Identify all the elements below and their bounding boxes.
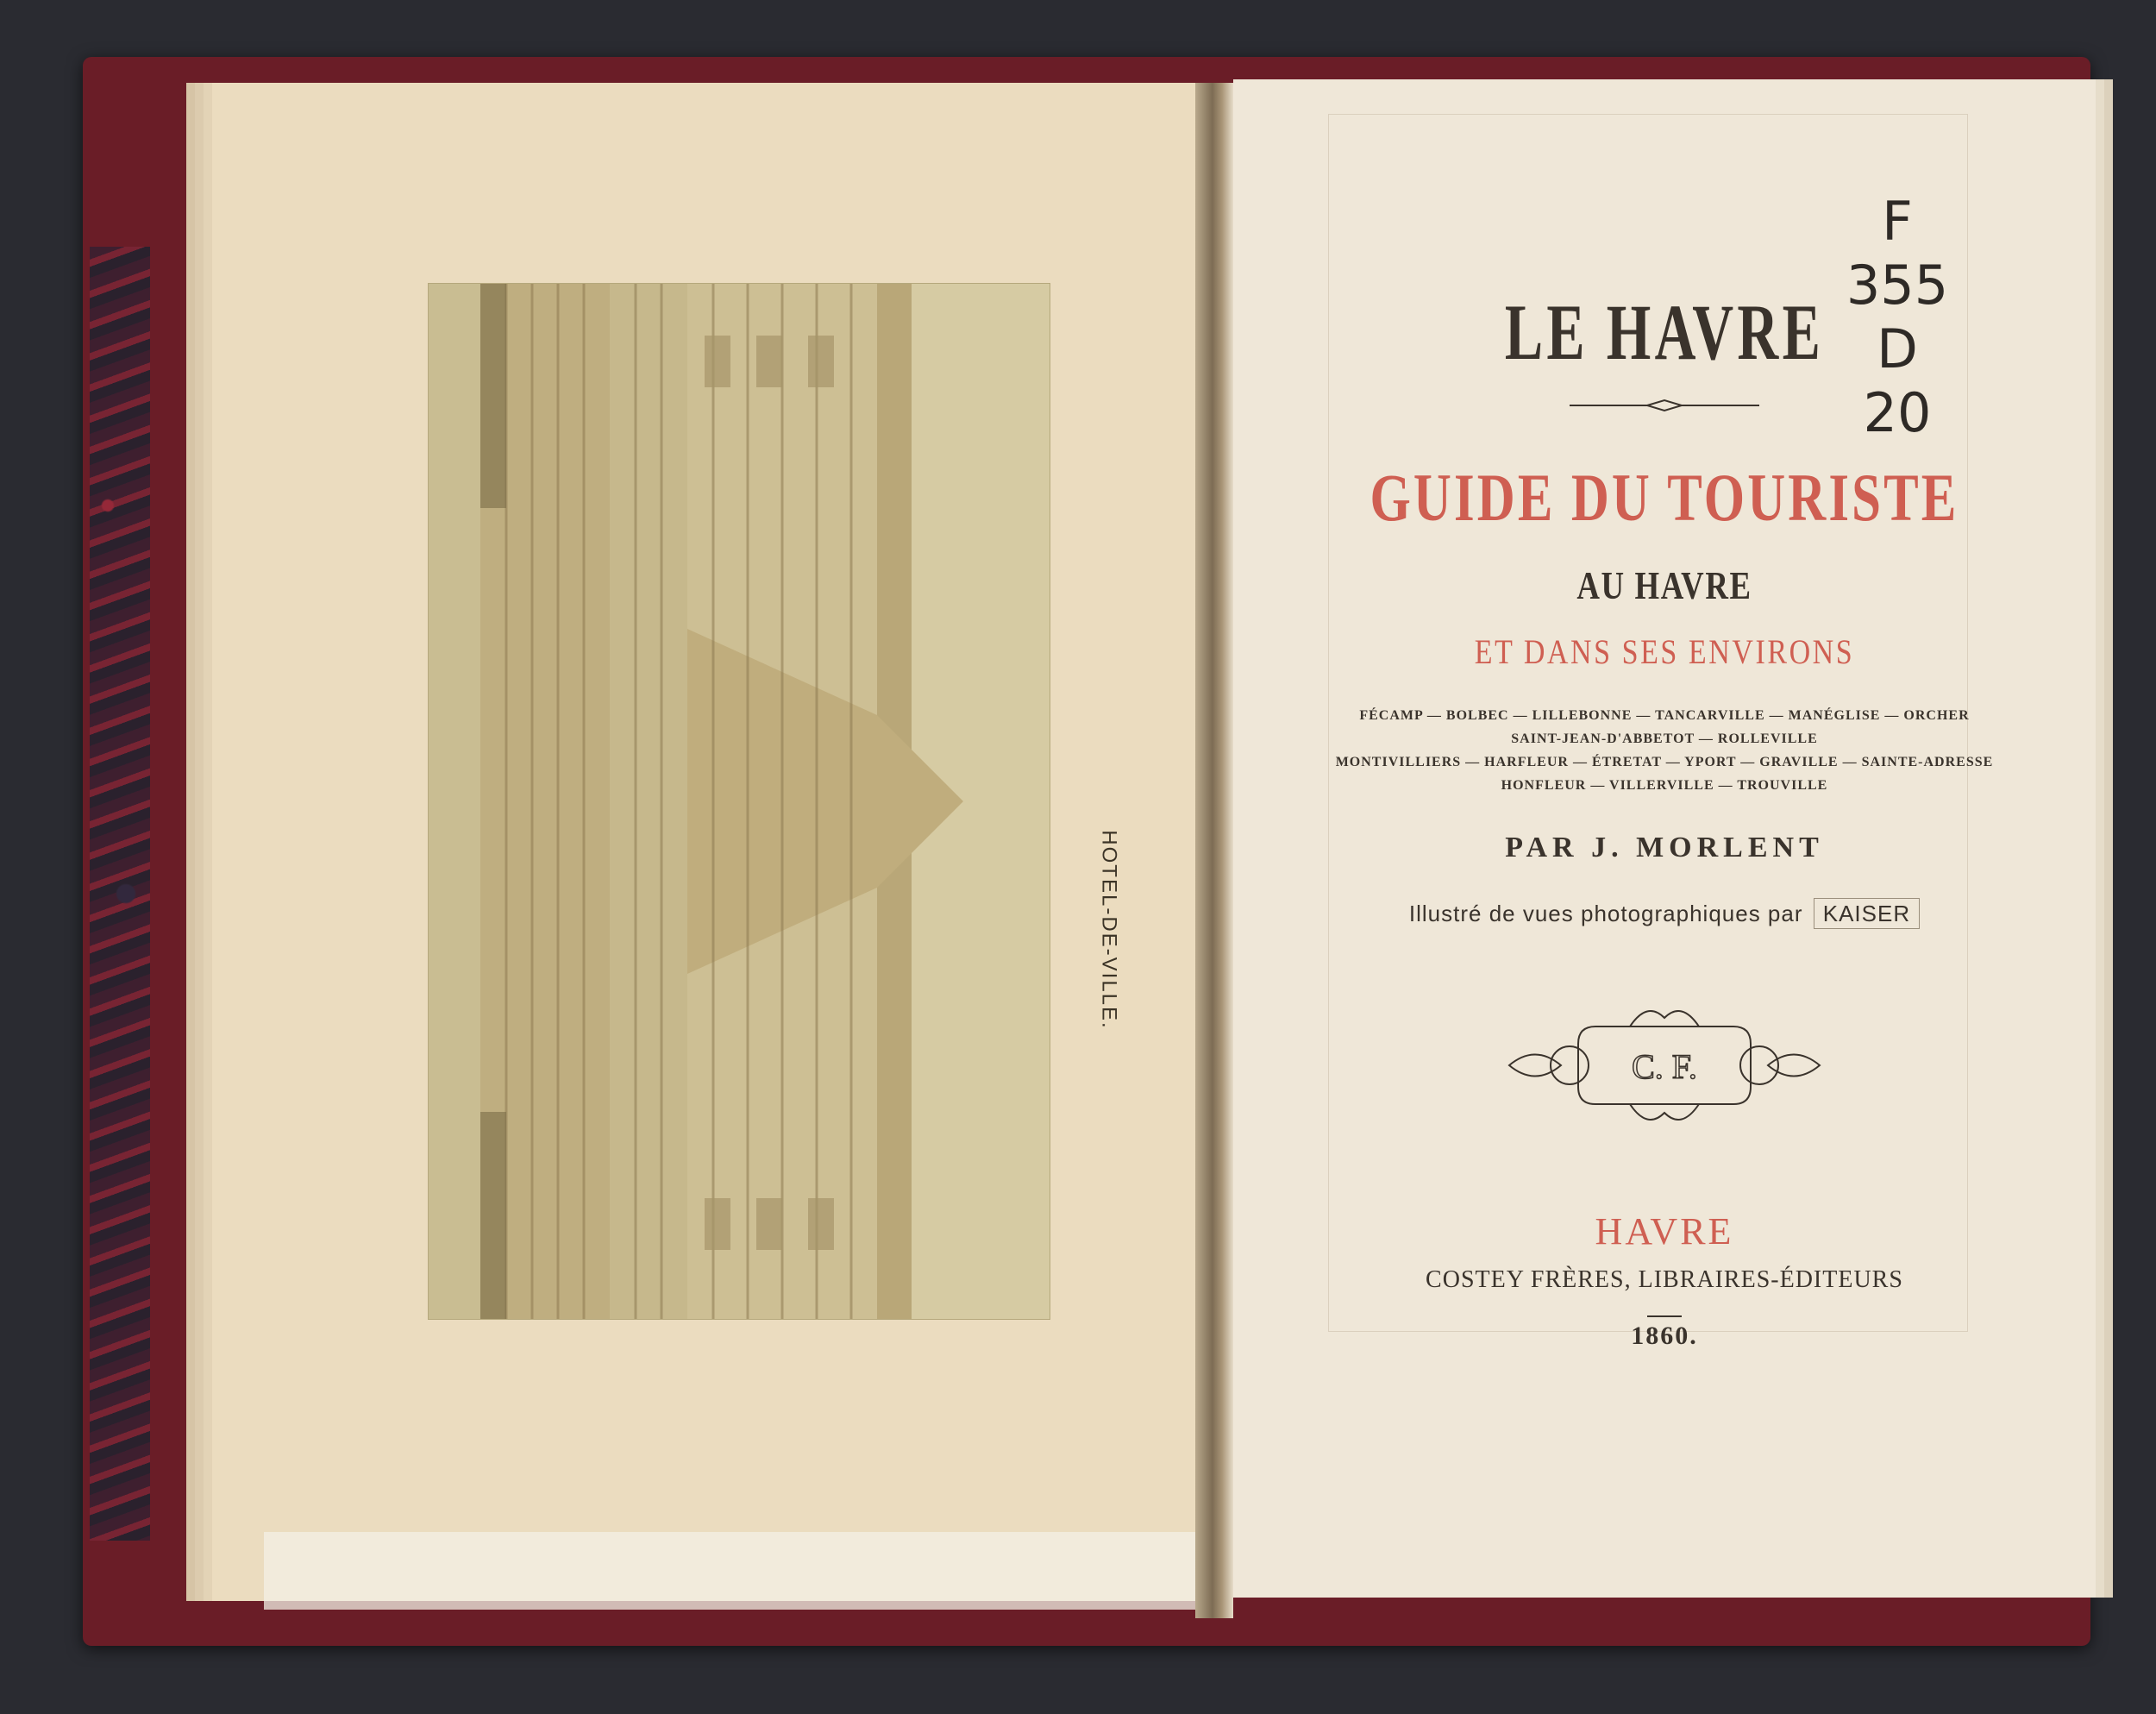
imprint-publisher: COSTEY FRÈRES, LIBRAIRES-ÉDITEURS <box>1426 1266 1903 1293</box>
hotel-de-ville-photograph <box>428 283 1050 1320</box>
shelfmark-line: F <box>1882 190 1913 253</box>
monogram-cartouche <box>1233 992 2096 1143</box>
marbled-endpaper <box>90 247 150 1541</box>
book-cover <box>83 57 2090 1646</box>
imprint-year: 1860. <box>1631 1322 1698 1350</box>
paper-strip <box>264 1532 1204 1610</box>
title-page <box>1233 79 2096 1598</box>
book-gutter <box>1195 83 1233 1618</box>
towns-line: FÉCAMP — BOLBEC — LILLEBONNE — TANCARVILLE — MANÉGLISE — ORCHER <box>1359 708 1970 723</box>
illustrator-name: KAISER <box>1814 898 1920 929</box>
handwritten-shelfmark <box>1820 190 1975 445</box>
photo-caption-text: HOTEL-DE-VILLE. <box>1098 830 1122 1030</box>
towns-list <box>1233 704 2096 797</box>
photo-caption <box>1092 800 1126 1059</box>
shelfmark-line: 20 <box>1863 381 1932 444</box>
towns-line: SAINT-JEAN-D'ABBETOT — ROLLEVILLE <box>1511 731 1818 746</box>
author-line: PAR J. MORLENT <box>1505 832 1824 863</box>
illustration-credit-text: Illustré de vues photographiques par <box>1408 901 1803 926</box>
subtitle-au-havre: AU HAVRE <box>1576 563 1752 607</box>
left-page <box>212 83 1202 1601</box>
shelfmark-line: D <box>1877 317 1918 380</box>
subtitle-guide: GUIDE DU TOURISTE <box>1369 460 1959 535</box>
illustration-credit <box>1233 901 2096 927</box>
shelfmark-line: 355 <box>1846 254 1949 317</box>
towns-line: HONFLEUR — VILLERVILLE — TROUVILLE <box>1501 778 1828 793</box>
subtitle-environs: ET DANS SES ENVIRONS <box>1474 632 1855 671</box>
monogram-text: C. F. <box>1632 1047 1697 1086</box>
imprint-place: HAVRE <box>1595 1210 1734 1253</box>
towns-line: MONTIVILLIERS — HARFLEUR — ÉTRETAT — YPORT — GRAVILLE — SAINTE-ADRESSE <box>1335 755 1994 769</box>
title: LE HAVRE <box>1504 288 1825 376</box>
